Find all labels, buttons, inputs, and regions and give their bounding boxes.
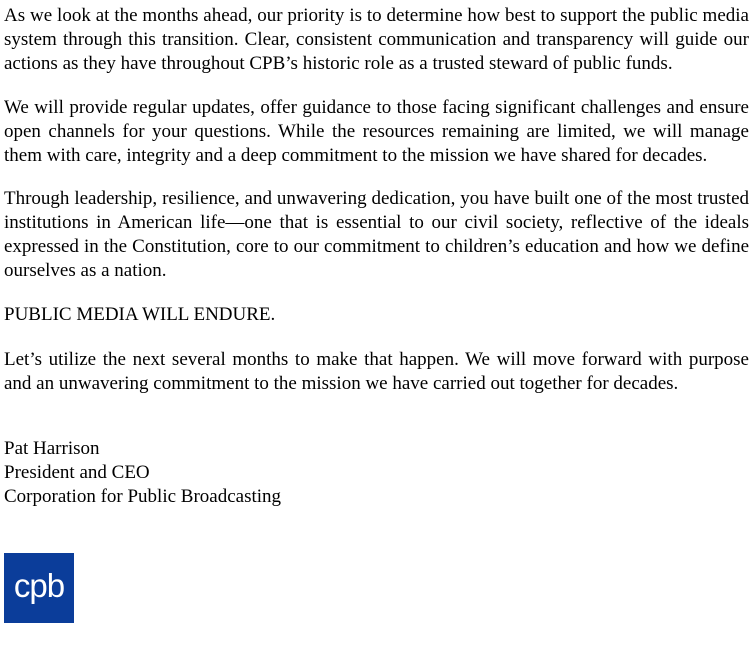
signature-block bbox=[4, 437, 749, 509]
paragraph-updates: We will provide regular updates, offer guidance to those facing significant challenges and ensure open channels for your questions. While the resources remaining are limited, we will manage them with care, integrity and a deep commitment to the mission we have shared for decades. bbox=[4, 97, 749, 166]
paragraph-leadership: Through leadership, resilience, and unwavering dedication, you have built one of the most trusted institutions in American life—one that is essential to our civil society, reflective of the ideals expressed in the Constitution, core to our commitment to children’s education and how we define ourselves as a nation. bbox=[4, 188, 749, 281]
paragraph-endure: PUBLIC MEDIA WILL ENDURE. bbox=[4, 304, 276, 325]
cpb-logo bbox=[4, 553, 74, 623]
signer-organization: Corporation for Public Broadcasting bbox=[4, 486, 282, 507]
paragraph-next-months: Let’s utilize the next several months to make that happen. We will move forward with purpose and an unwavering commitment to the mission we have carried out together for decades. bbox=[4, 349, 749, 394]
paragraph-transition: As we look at the months ahead, our priority is to determine how best to support the public media system through this transition. Clear, consistent communication and transparency will guide our actions as they have throughout CPB’s historic role as a trusted steward of public funds. bbox=[4, 5, 749, 74]
signer-title: President and CEO bbox=[4, 462, 150, 483]
signer-name: Pat Harrison bbox=[4, 438, 100, 459]
cpb-logo-mark bbox=[4, 553, 74, 623]
cpb-logo-text: cpb bbox=[13, 567, 65, 604]
